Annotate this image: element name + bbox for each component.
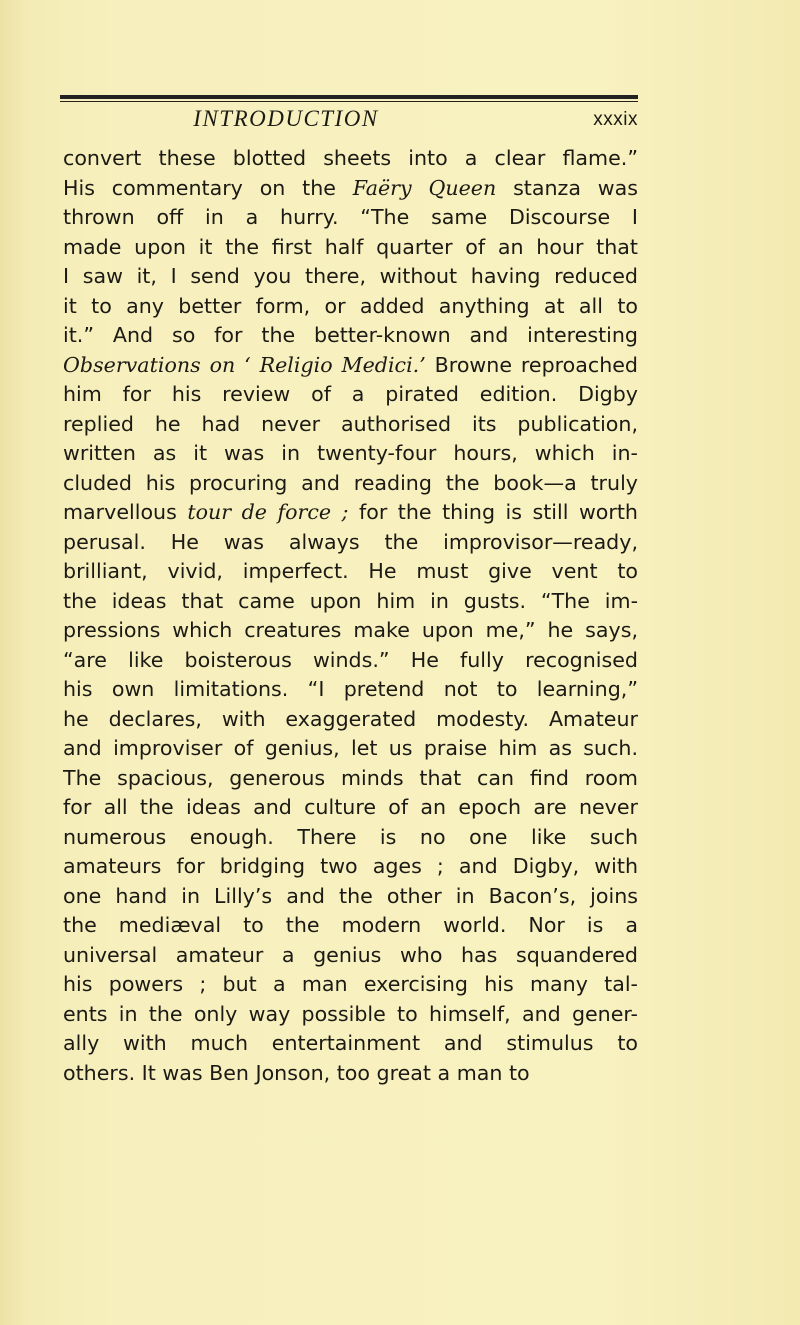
text-line	[63, 380, 638, 410]
text-line	[63, 911, 638, 941]
text-line	[63, 439, 638, 469]
text-line	[63, 1000, 638, 1030]
text-segment: numerous enough. There is no one like such	[63, 824, 638, 849]
text-segment: him for his review of a pirated edition. Digby	[63, 382, 638, 406]
text-line	[63, 233, 638, 263]
body-text	[63, 144, 638, 1088]
text-line	[63, 262, 638, 292]
text-line	[63, 321, 638, 351]
text-line	[63, 852, 638, 882]
italic-text: Observations on ‘ Religio Medici.’	[63, 352, 426, 377]
text-segment: his powers ; but a man exercising his many tal-	[63, 972, 638, 996]
text-segment: ally with much entertainment and stimulus to	[63, 1031, 638, 1055]
text-segment: convert these blotted sheets into a clear flame.”	[63, 146, 638, 170]
text-segment: the mediæval to the modern world. Nor is a	[63, 913, 638, 937]
text-segment: replied he had never authorised its publication,	[63, 411, 638, 436]
text-segment: made upon it the first half quarter of an hour that	[63, 234, 638, 259]
text-line	[63, 587, 638, 617]
text-segment: and improviser of genius, let us praise him as such.	[63, 736, 638, 760]
text-segment: his own limitations. “I pretend not to learning,”	[63, 677, 638, 701]
text-line	[63, 646, 638, 676]
text-segment: The spacious, generous minds that can find room	[63, 765, 638, 790]
text-line	[63, 410, 638, 440]
text-segment: ents in the only way possible to himself, and gener-	[63, 1001, 638, 1026]
text-segment: I saw it, I send you there, without having reduced	[63, 264, 638, 288]
text-line	[63, 705, 638, 735]
text-segment: others. It was Ben Jonson, too great a man to	[63, 1060, 530, 1085]
text-segment: cluded his procuring and reading the book—a truly	[63, 470, 638, 495]
text-segment: the ideas that came upon him in gusts. “The im-	[63, 588, 638, 613]
text-segment: written as it was in twenty-four hours, which in-	[63, 441, 638, 465]
text-line	[63, 1059, 638, 1089]
text-line	[63, 292, 638, 322]
text-line	[63, 144, 638, 174]
text-segment: thrown off in a hurry. “The same Discourse I	[63, 205, 638, 229]
text-segment: it.” And so for the better-known and interesting	[63, 323, 638, 347]
text-segment: for the thing is still worth	[348, 500, 638, 524]
text-segment: for all the ideas and culture of an epoch are never	[63, 795, 638, 819]
text-line	[63, 823, 638, 853]
text-line	[63, 469, 638, 499]
text-line	[63, 174, 638, 204]
text-line	[63, 557, 638, 587]
text-line	[63, 734, 638, 764]
text-segment: Browne reproached	[425, 352, 638, 377]
text-line	[63, 528, 638, 558]
text-segment: universal amateur a genius who has squandered	[63, 942, 638, 967]
text-line	[63, 1029, 638, 1059]
running-head: INTRODUCTION	[193, 106, 379, 131]
page-number: xxxix	[593, 109, 638, 130]
text-line	[63, 793, 638, 823]
text-line	[63, 882, 638, 912]
text-line	[63, 616, 638, 646]
text-segment: it to any better form, or added anything at all to	[63, 293, 638, 318]
italic-text: tour de force ;	[187, 500, 349, 524]
text-segment: he declares, with exaggerated modesty. Amateur	[63, 706, 638, 731]
text-segment: His commentary on the	[63, 175, 353, 200]
text-segment: brilliant, vivid, imperfect. He must give vent to	[63, 559, 638, 583]
text-line	[63, 764, 638, 794]
text-line	[63, 970, 638, 1000]
text-line	[63, 203, 638, 233]
page-header	[60, 106, 638, 142]
header-thin-rule	[60, 101, 638, 102]
header-thick-rule	[60, 95, 638, 99]
text-segment: one hand in Lilly’s and the other in Bacon’s, joins	[63, 883, 638, 908]
text-line	[63, 351, 638, 381]
text-line	[63, 498, 638, 528]
italic-text: Faëry Queen	[352, 175, 497, 200]
text-segment: “are like boisterous winds.” He fully recognised	[63, 647, 638, 672]
text-segment: perusal. He was always the improvisor—ready,	[63, 529, 638, 554]
text-segment: pressions which creatures make upon me,” he says,	[63, 618, 638, 642]
text-segment: stanza was	[496, 175, 638, 200]
text-line	[63, 941, 638, 971]
text-segment: amateurs for bridging two ages ; and Digby, with	[63, 854, 638, 878]
text-segment: marvellous	[63, 500, 188, 524]
text-line	[63, 675, 638, 705]
